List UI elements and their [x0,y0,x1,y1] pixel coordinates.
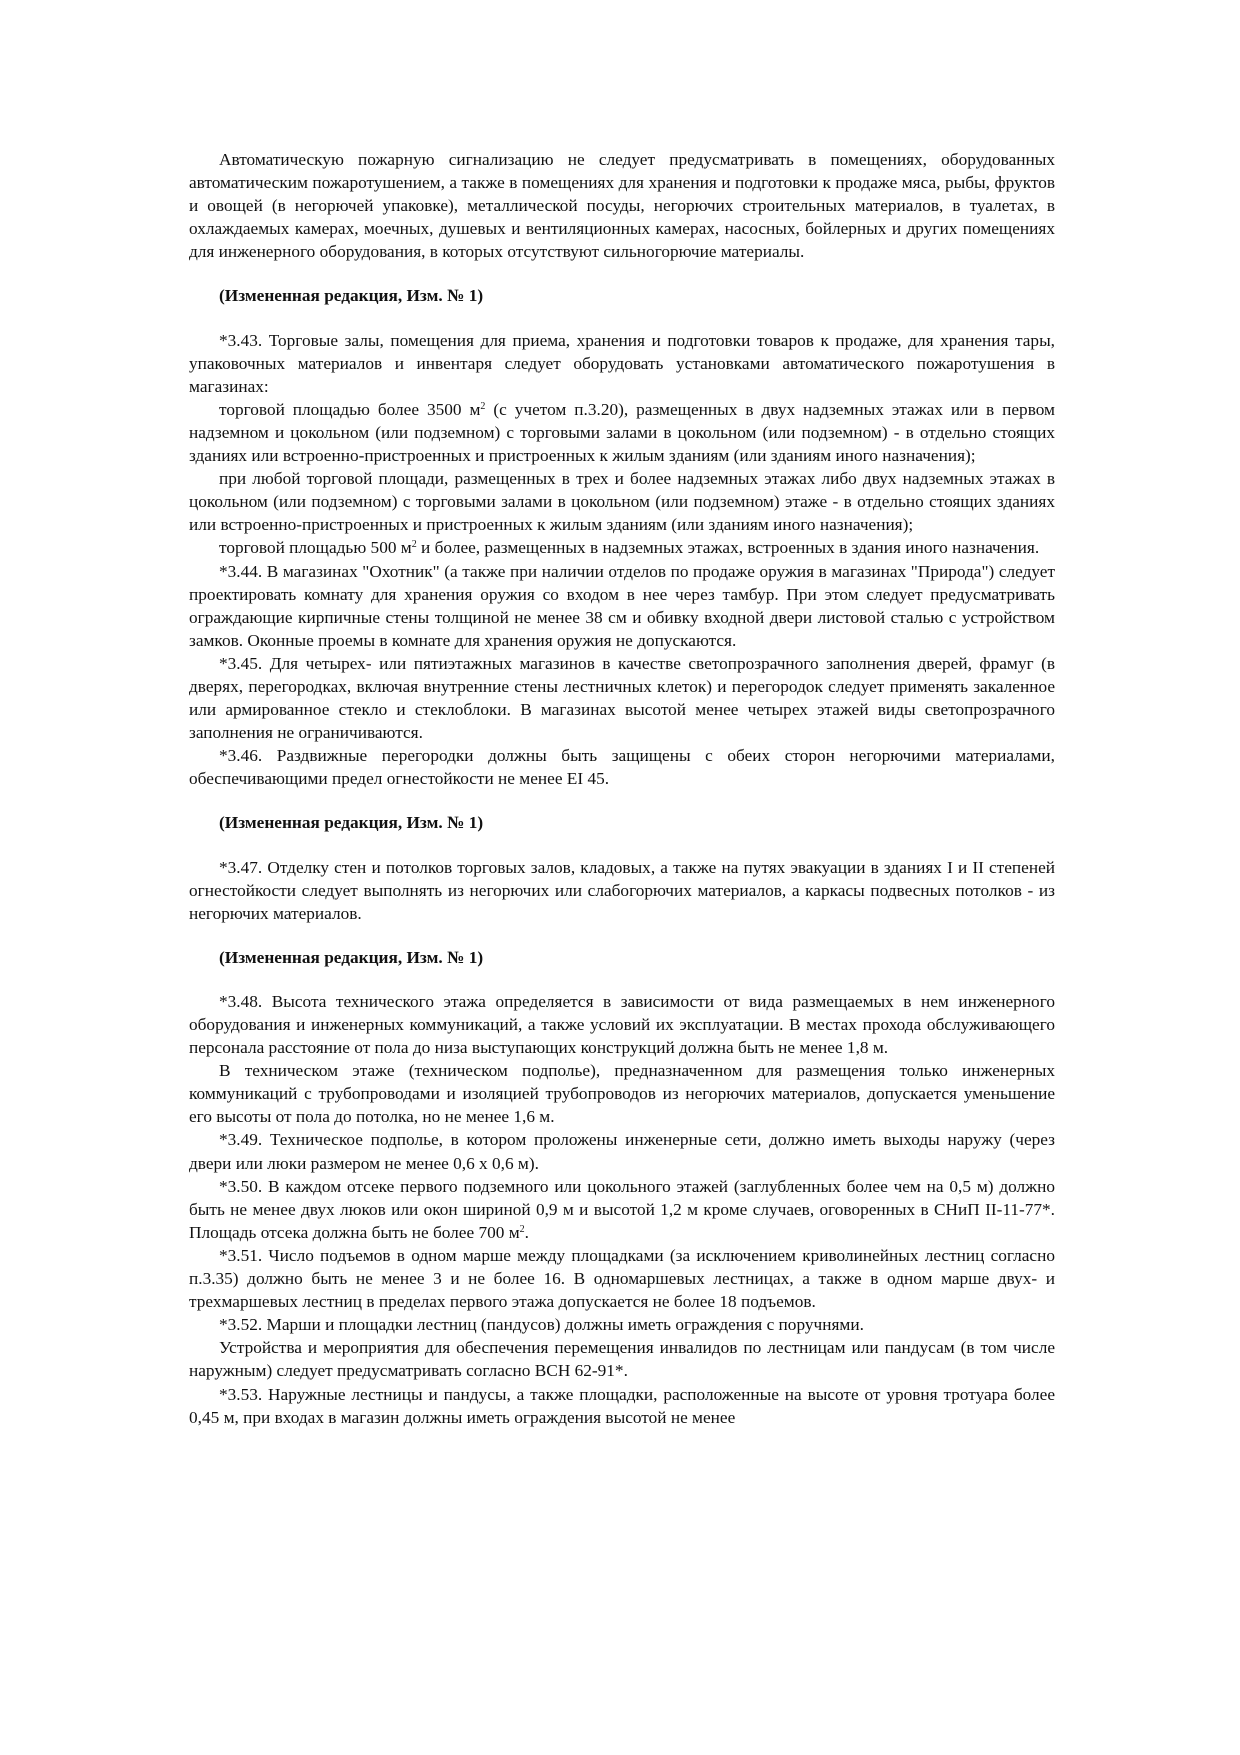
text-fragment: торговой площадью 500 м [219,538,412,558]
paragraph-3-52: *3.52. Марши и площадки лестниц (пандусов) должны иметь ограждения с поручнями. [219,1315,864,1335]
paragraph-3-43-item-1 [189,398,1055,467]
paragraph-3-47: *3.47. Отделку стен и потолков торговых залов, кладовых, а также на путях эвакуации в зданиях I и II степеней огнестойкости следует выполнять из негорючих или слабогорючих материалов, а каркасы подвесных потолков - из негорючих материалов. [189,857,1055,923]
paragraph-3-46: *3.46. Раздвижные перегородки должны быть защищены с обеих сторон негорючими материалами, обеспечивающими предел огнестойкости не менее EI 45. [189,746,1055,789]
amendment-note: (Измененная редакция, Изм. № 1) [219,286,484,306]
superscript: 2 [411,539,417,551]
superscript: 2 [480,400,486,412]
paragraph-3-43-item-3 [189,536,1055,559]
text-fragment: *3.50. В каждом отсеке первого подземного или цокольного этажей (заглубленных более чем на 0,5 м) должно быть не менее двух люков или окон шириной 0,9 м и высотой 1,2 м кроме случаев, оговоренных в СНиП II-11-77*. Площадь отсека должна быть не более 700 м [189,1176,1055,1242]
paragraph-3-50 [189,1175,1055,1244]
text-fragment: и более, размещенных в надземных этажах, встроенных в здания иного назначения. [416,538,1040,558]
paragraph-3-48-b: В техническом этаже (техническом подполье), предназначенном для размещения только инженерных коммуникаций с трубопроводами и изоляцией трубопроводов из негорючих материалов, допускается уменьшение его высоты от пола до потолка, но не менее 1,6 м. [189,1061,1055,1127]
paragraph-3-49: *3.49. Техническое подполье, в котором проложены инженерные сети, должно иметь выходы наружу (через двери или люки размером не менее 0,6 х 0,6 м). [189,1130,1055,1173]
amendment-note: (Измененная редакция, Изм. № 1) [219,813,484,833]
paragraph-3-48: *3.48. Высота технического этажа определяется в зависимости от вида размещаемых в нем инженерного оборудования и инженерных коммуникаций, а также условий их эксплуатации. В местах прохода обслуживающего персонала расстояние от пола до низа выступающих конструкций должна быть не менее 1,8 м. [189,991,1055,1058]
paragraph-3-52-b: Устройства и мероприятия для обеспечения перемещения инвалидов по лестницам или пандусам (в том числе наружным) следует предусматривать согласно ВСН 62-91*. [189,1338,1055,1381]
paragraph-3-43: *3.43. Торговые залы, помещения для приема, хранения и подготовки товаров к продаже, для хранения тары, упаковочных материалов и инвентаря следует оборудовать установками автоматического пожаротушения в магазинах: [189,330,1055,396]
text-fragment: (с учетом п.3.20), размещенных в двух надземных этажах или в первом надземном и цокольном (или подземном) с торговыми залами в цокольном (или подземном) - в отдельно стоящих зданиях или встроенно-пристроенных и пристроенных к жилым зданиям (или зданиям иного назначения); [189,399,1055,466]
paragraph-3-51: *3.51. Число подъемов в одном марше между площадками (за исключением криволинейных лестниц согласно п.3.35) должно быть не менее 3 и не более 16. В одномаршевых лестницах, а также в одном марше двух- и трехмаршевых лестниц в пределах первого этажа допускается не более 18 подъемов. [189,1245,1055,1312]
paragraph-3-44: *3.44. В магазинах "Охотник" (а также при наличии отделов по продаже оружия в магазинах "Природа") следует проектировать комнату для хранения оружия со входом в нее через тамбур. При этом следует предусматривать ограждающие кирпичные стены толщиной не менее 38 см и обивку входной двери листовой сталью с устройством замков. Оконные проемы в комнате для хранения оружия не допускаются. [189,561,1055,650]
document-page [189,148,1055,1429]
text-fragment: торговой площадью более 3500 м [219,399,481,419]
amendment-note: (Измененная редакция, Изм. № 1) [219,947,484,967]
paragraph-intro: Автоматическую пожарную сигнализацию не следует предусматривать в помещениях, оборудованных автоматическим пожаротушением, а также в помещениях для хранения и подготовки к продаже мяса, рыбы, фруктов и овощей (в негорючей упаковке), металлической посуды, негорючих строительных материалов, в туалетах, в охлаждаемых камерах, моечных, душевых и вентиляционных камерах, насосных, бойлерных и других помещениях для инженерного оборудования, в которых отсутствуют сильногорючие материалы. [189,150,1055,262]
superscript: 2 [519,1223,525,1235]
paragraph-3-43-item-2: при любой торговой площади, размещенных в трех и более надземных этажах либо двух надземных этажах в цокольном (или подземном) с торговыми залами в цокольном (или подземном) этаже - в отдельно стоящих зданиях или встроенно-пристроенных и пристроенных к жилым зданиям (или зданиям иного назначения); [189,469,1055,535]
text-fragment: . [524,1222,529,1242]
paragraph-3-53: *3.53. Наружные лестницы и пандусы, а также площадки, расположенные на высоте от уровня тротуара более 0,45 м, при входах в магазин должны иметь ограждения высотой не менее [189,1384,1055,1427]
paragraph-3-45: *3.45. Для четырех- или пятиэтажных магазинов в качестве светопрозрачного заполнения дверей, фрамуг (в дверях, перегородках, включая внутренние стены лестничных клеток) и перегородок следует применять закаленное или армированное стекло и стеклоблоки. В магазинах высотой менее четырех этажей виды светопрозрачного заполнения не ограничиваются. [189,653,1055,743]
